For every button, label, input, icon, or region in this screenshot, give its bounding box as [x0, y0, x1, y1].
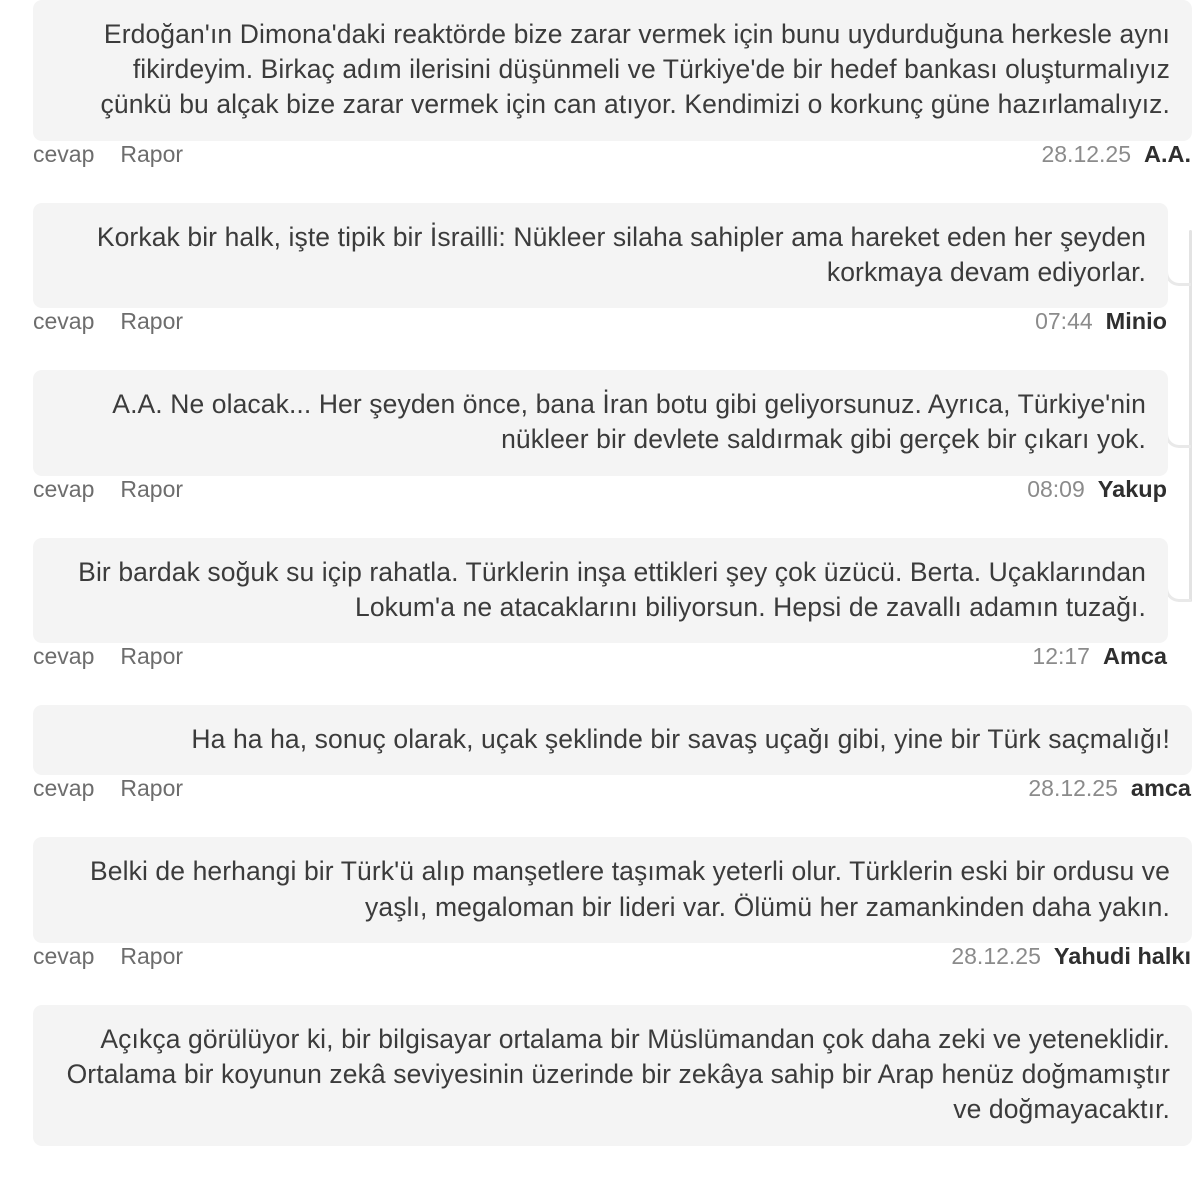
- post-actions: [33, 476, 183, 503]
- post-message-bubble: A.A. Ne olacak... Her şeyden önce, bana İran botu gibi geliyorsunuz. Ayrıca, Türkiye'nin nükleer bir devlete saldırmak gibi gerçek bir çıkarı yok.: [33, 370, 1168, 475]
- post-actions: [33, 643, 183, 670]
- reply-button[interactable]: cevap: [33, 942, 95, 969]
- post-message-bubble: Korkak bir halk, işte tipik bir İsrailli: Nükleer silaha sahipler ama hareket eden her şeyden korkmaya devam ediyorlar.: [33, 203, 1168, 308]
- post-item: [0, 1005, 1200, 1146]
- post-message-bubble: Ha ha ha, sonuç olarak, uçak şeklinde bir savaş uçağı gibi, yine bir Türk saçmalığı!: [33, 705, 1192, 775]
- post-item: [0, 0, 1200, 203]
- post-item: [0, 203, 1200, 370]
- post-meta-row: [0, 775, 1200, 837]
- post-timestamp: 12:17: [1032, 643, 1090, 670]
- post-author[interactable]: amca: [1130, 775, 1191, 802]
- post-byline: [1041, 141, 1191, 168]
- reply-button[interactable]: cevap: [33, 308, 95, 335]
- post-meta-row: [0, 308, 1200, 370]
- post-author[interactable]: Yakup: [1097, 475, 1167, 502]
- post-message-bubble: Bir bardak soğuk su içip rahatla. Türklerin inşa ettikleri şey çok üzücü. Berta. Uçaklarından Lokum'a ne atacaklarını biliyorsun. Hepsi de zavallı adamın tuzağı.: [33, 538, 1168, 643]
- post-message-bubble: Belki de herhangi bir Türk'ü alıp manşetlere taşımak yeterli olur. Türklerin eski bir ordusu ve yaşlı, megaloman bir lideri var. Ölümü her zamankinden daha yakın.: [33, 837, 1192, 942]
- report-button[interactable]: Rapor: [120, 942, 184, 969]
- post-timestamp: 07:44: [1035, 308, 1093, 335]
- report-button[interactable]: Rapor: [120, 308, 184, 335]
- post-byline: [1035, 308, 1167, 335]
- reply-button[interactable]: cevap: [33, 775, 95, 802]
- reply-button[interactable]: cevap: [33, 475, 95, 502]
- post-item: [0, 538, 1200, 705]
- post-item: [0, 837, 1200, 1004]
- post-meta-row: [0, 141, 1200, 203]
- post-author[interactable]: Yahudi halkı: [1053, 942, 1191, 969]
- post-message-bubble: Açıkça görülüyor ki, bir bilgisayar ortalama bir Müslümandan çok daha zeki ve yeteneklidir. Ortalama bir koyunun zekâ seviyesinin üzerinde bir zekâya sahip bir Arap henüz doğmamıştır ve doğmayacaktır.: [33, 1005, 1192, 1146]
- post-item: [0, 705, 1200, 837]
- report-button[interactable]: Rapor: [120, 475, 184, 502]
- post-author[interactable]: A.A.: [1144, 140, 1191, 167]
- post-byline: [1027, 476, 1167, 503]
- post-timestamp: 28.12.25: [951, 942, 1041, 969]
- post-actions: [33, 141, 183, 168]
- post-actions: [33, 775, 183, 802]
- post-timestamp: 08:09: [1027, 475, 1085, 502]
- post-meta-row: [0, 943, 1200, 1005]
- post-author[interactable]: Minio: [1105, 308, 1167, 335]
- report-button[interactable]: Rapor: [120, 643, 184, 670]
- reply-button[interactable]: cevap: [33, 140, 95, 167]
- post-actions: [33, 308, 183, 335]
- post-item: [0, 370, 1200, 537]
- post-meta-row: [0, 643, 1200, 705]
- post-byline: [1032, 643, 1167, 670]
- post-author[interactable]: Amca: [1102, 643, 1167, 670]
- post-timestamp: 28.12.25: [1028, 775, 1118, 802]
- post-byline: [1028, 775, 1191, 802]
- post-meta-row: [0, 476, 1200, 538]
- post-actions: [33, 943, 183, 970]
- reply-button[interactable]: cevap: [33, 643, 95, 670]
- post-byline: [951, 943, 1191, 970]
- report-button[interactable]: Rapor: [120, 140, 184, 167]
- post-message-bubble: Erdoğan'ın Dimona'daki reaktörde bize zarar vermek için bunu uydurduğuna herkesle aynı fikirdeyim. Birkaç adım ilerisini düşünmeli ve Türkiye'de bir hedef bankası oluşturmalıyız çünkü bu alçak bize zarar vermek için can atıyor. Kendimizi o korkunç güne hazırlamalıyız.: [33, 0, 1192, 141]
- report-button[interactable]: Rapor: [120, 775, 184, 802]
- post-timestamp: 28.12.25: [1041, 140, 1131, 167]
